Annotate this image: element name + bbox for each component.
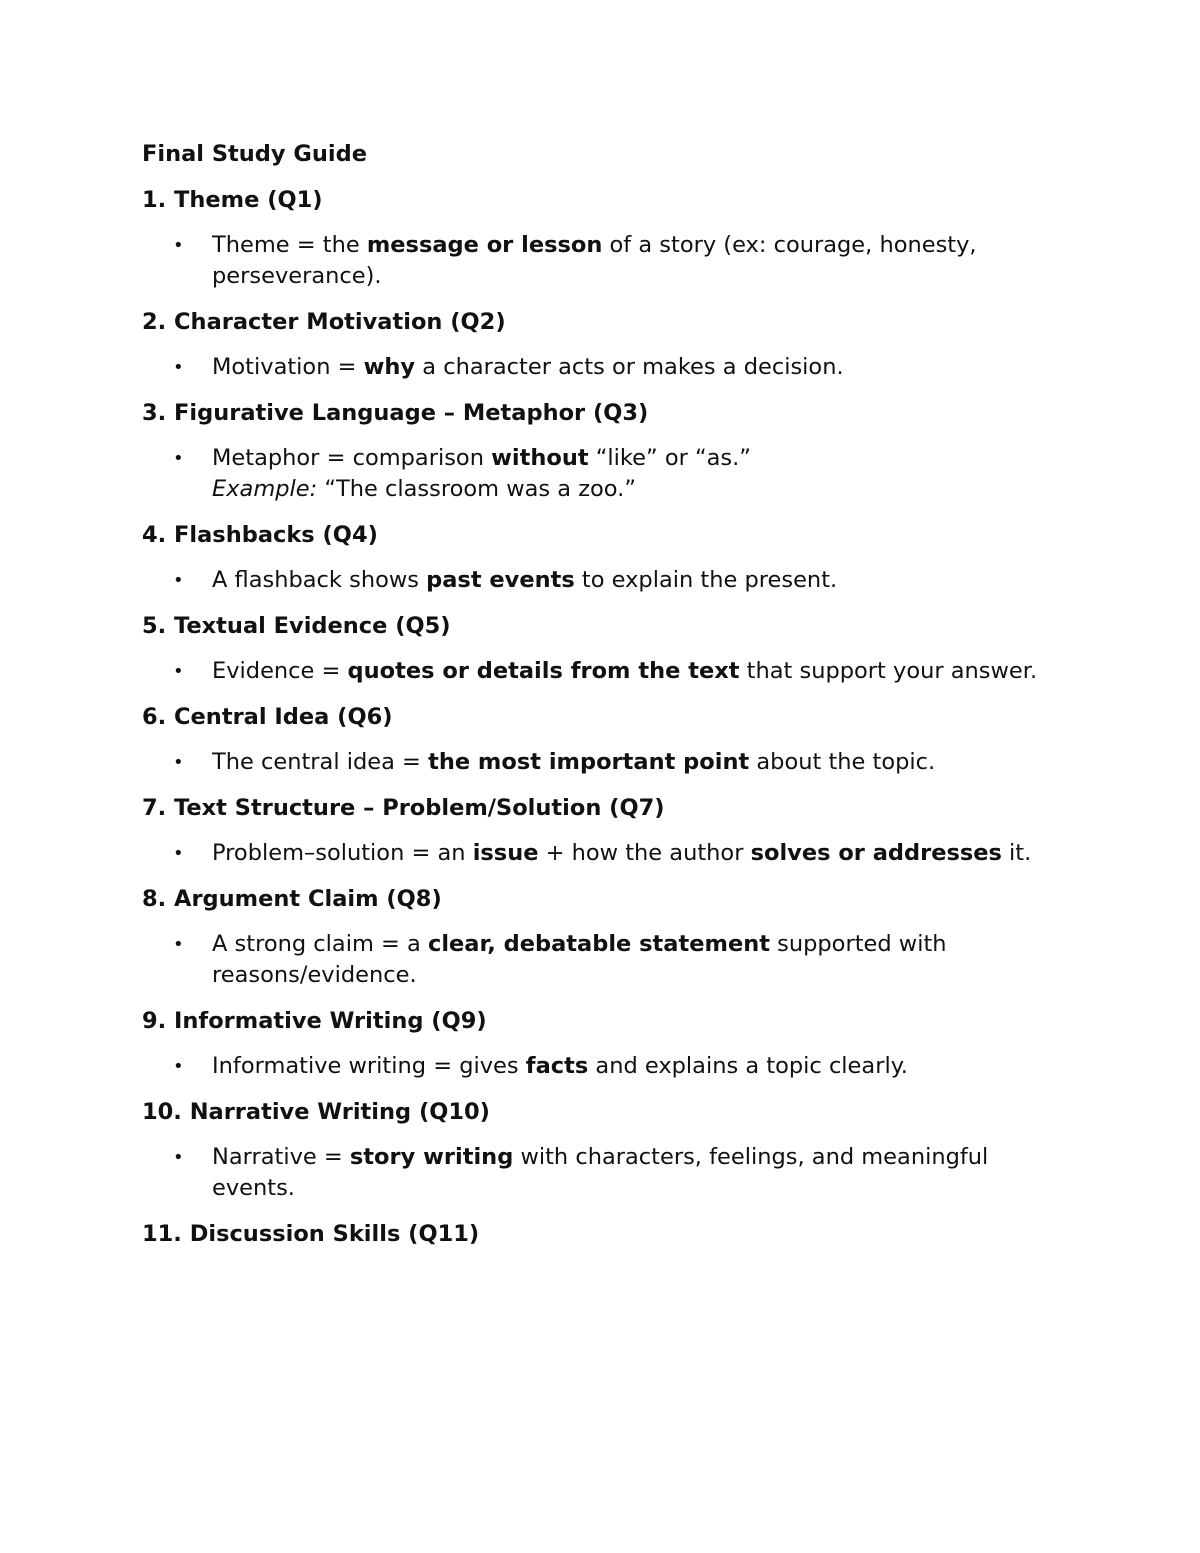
bullet-list [142,565,1060,596]
section [142,610,1060,687]
section-heading: 8. Argument Claim (Q8) [142,886,442,912]
bullet-icon: • [173,357,184,378]
section [142,184,1060,292]
body-text: Narrative = [212,1144,350,1170]
bullet-icon: • [173,235,184,256]
bullet-item [142,230,1060,292]
bullet-list [142,352,1060,383]
section-heading: 5. Textual Evidence (Q5) [142,613,451,639]
section-heading: 10. Narrative Writing (Q10) [142,1099,490,1125]
bullet-list [142,929,1060,991]
bold-text: story writing [349,1144,514,1170]
section-heading: 11. Discussion Skills (Q11) [142,1221,480,1247]
body-text: Theme = the [212,232,367,258]
italic-text: Example: [212,476,318,502]
body-text: Problem–solution = an [212,840,473,866]
bold-text: quotes or details from the text [347,658,740,684]
section-heading: 7. Text Structure – Problem/Solution (Q7) [142,795,665,821]
bold-text: facts [525,1053,589,1079]
bullet-list [142,747,1060,778]
body-text: about the topic. [749,749,936,775]
section [142,792,1060,869]
section [142,883,1060,991]
section-heading: 1. Theme (Q1) [142,187,323,213]
bullet-icon: • [173,661,184,682]
section [142,1005,1060,1082]
bullet-list [142,1051,1060,1082]
bold-text: why [363,354,416,380]
bullet-list [142,838,1060,869]
bullet-icon: • [173,752,184,773]
bold-text: issue [472,840,539,866]
bullet-item [142,1051,1060,1082]
section-heading: 2. Character Motivation (Q2) [142,309,506,335]
section [142,701,1060,778]
section [142,306,1060,383]
bullet-item [142,747,1060,778]
body-text: of a story (ex: courage, honesty, perseverance). [212,232,977,289]
body-text: A flashback shows [212,567,427,593]
document-title: Final Study Guide [142,141,367,167]
section-heading: 4. Flashbacks (Q4) [142,522,378,548]
bullet-icon: • [173,448,184,469]
bullet-item [142,565,1060,596]
bullet-list [142,443,1060,505]
body-text: Metaphor = comparison [212,445,492,471]
bullet-list [142,1142,1060,1204]
bullet-item [142,443,1060,505]
bullet-icon: • [173,934,184,955]
body-text: The central idea = [212,749,429,775]
bullet-icon: • [173,1056,184,1077]
section [142,1096,1060,1204]
body-text: and explains a topic clearly. [588,1053,908,1079]
body-text: it. [1001,840,1032,866]
body-text: + how the author [538,840,751,866]
body-text: Evidence = [212,658,348,684]
body-text: supported with reasons/evidence. [212,931,947,988]
body-text: with characters, feelings, and meaningful events. [212,1144,989,1201]
bullet-icon: • [173,843,184,864]
body-text: that support your answer. [739,658,1038,684]
bullet-item [142,929,1060,991]
bold-text: clear, debatable statement [427,931,770,957]
bullet-item [142,656,1060,687]
bullet-icon: • [173,570,184,591]
body-text: “like” or “as.” [588,445,751,471]
body-text: a character acts or makes a decision. [415,354,844,380]
body-text: to explain the present. [574,567,838,593]
bold-text: the most important point [428,749,750,775]
bold-text: message or lesson [366,232,603,258]
bullet-item [142,352,1060,383]
bullet-list [142,230,1060,292]
bold-text: without [491,445,589,471]
section [142,1218,1060,1250]
bullet-list [142,656,1060,687]
bold-text: past events [426,567,575,593]
section-heading: 9. Informative Writing (Q9) [142,1008,487,1034]
body-text: “The classroom was a zoo.” [317,476,636,502]
bullet-icon: • [173,1147,184,1168]
body-text: Motivation = [212,354,364,380]
section-heading: 6. Central Idea (Q6) [142,704,393,730]
study-guide-sections [142,184,1060,1250]
section [142,519,1060,596]
body-text: A strong claim = a [212,931,428,957]
bold-text: solves or addresses [750,840,1002,866]
bullet-item [142,1142,1060,1204]
body-text: Informative writing = gives [212,1053,526,1079]
section [142,397,1060,505]
section-heading: 3. Figurative Language – Metaphor (Q3) [142,400,649,426]
bullet-item [142,838,1060,869]
